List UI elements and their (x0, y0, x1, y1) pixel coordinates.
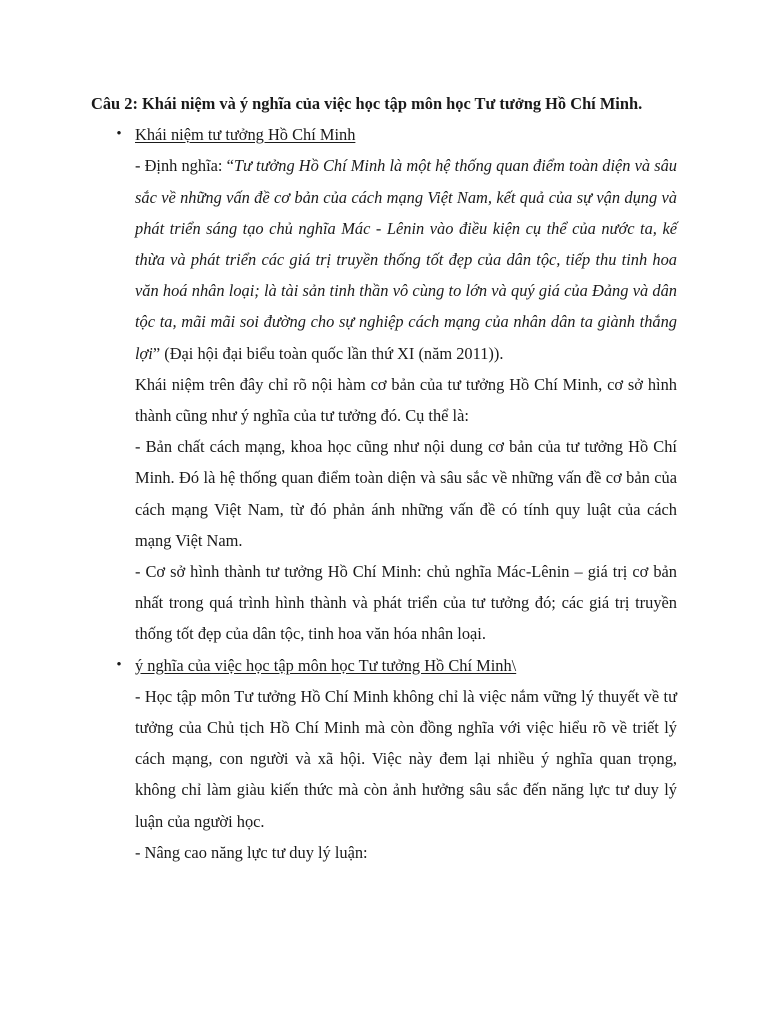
definition-paragraph (135, 150, 677, 368)
bullet-icon: • (116, 656, 122, 673)
section-concept (91, 119, 677, 649)
significance-paragraph: - Học tập môn Tư tưởng Hồ Chí Minh không chỉ là việc nắm vững lý thuyết về tư tưởng của Chủ tịch Hồ Chí Minh mà còn đồng nghĩa với việc hiểu rõ về triết lý cách mạng, con người và xã hội. Việc này đem lại nhiều ý nghĩa quan trọng, không chỉ làm giàu kiến thức mà còn ảnh hưởng sâu sắc đến năng lực tư duy lý luận của người học. (135, 686, 677, 831)
definition-prefix: - Định nghĩa: “ (135, 156, 234, 176)
section-title-significance: ý nghĩa của việc học tập môn học Tư tưởng Hồ Chí Minh\ (135, 655, 517, 675)
section-significance (91, 650, 677, 868)
nature-paragraph: - Bản chất cách mạng, khoa học cũng như nội dung cơ bản của tư tưởng Hồ Chí Minh. Đó là hệ thống quan điểm toàn diện và sâu sắc về những vấn đề cơ bản của cách mạng Việt Nam, từ đó phản ánh những vấn đề có tính quy luật của cách mạng Việt Nam. (135, 437, 677, 550)
question-heading: Câu 2: Khái niệm và ý nghĩa của việc học tập môn học Tư tưởng Hồ Chí Minh. (91, 94, 643, 113)
definition-source: ” (Đại hội đại biểu toàn quốc lần thứ XI (năm 2011)). (152, 343, 504, 363)
bullet-icon: • (116, 126, 122, 143)
reasoning-paragraph: - Nâng cao năng lực tư duy lý luận: (135, 842, 368, 862)
document-body (91, 88, 677, 868)
foundation-paragraph: - Cơ sở hình thành tư tưởng Hồ Chí Minh: chủ nghĩa Mác-Lênin – giá trị cơ bản nhất trong quá trình hình thành và phát triển của tư tưởng đó; các giá trị truyền thống tốt đẹp của dân tộc, tinh hoa văn hóa nhân loại. (135, 562, 677, 644)
section-title-concept: Khái niệm tư tưởng Hồ Chí Minh (135, 125, 356, 145)
definition-quote: Tư tưởng Hồ Chí Minh là một hệ thống quan điểm toàn diện và sâu sắc về những vấn đề cơ bản của cách mạng Việt Nam, kết quả của sự vận dụng và phát triển sáng tạo chủ nghĩa Mác - Lênin vào điều kiện cụ thể của nước ta, kế thừa và phát triển các giá trị truyền thống tốt đẹp của dân tộc, tiếp thu tinh hoa văn hoá nhân loại; là tài sản tinh thần vô cùng to lớn và quý giá của Đảng và dân tộc ta, mãi mãi soi đường cho sự nghiệp cách mạng của nhân dân ta giành thắng lợi (135, 156, 677, 363)
concept-explanation-paragraph: Khái niệm trên đây chỉ rõ nội hàm cơ bản của tư tưởng Hồ Chí Minh, cơ sở hình thành cũng như ý nghĩa của tư tưởng đó. Cụ thể là: (135, 374, 677, 426)
